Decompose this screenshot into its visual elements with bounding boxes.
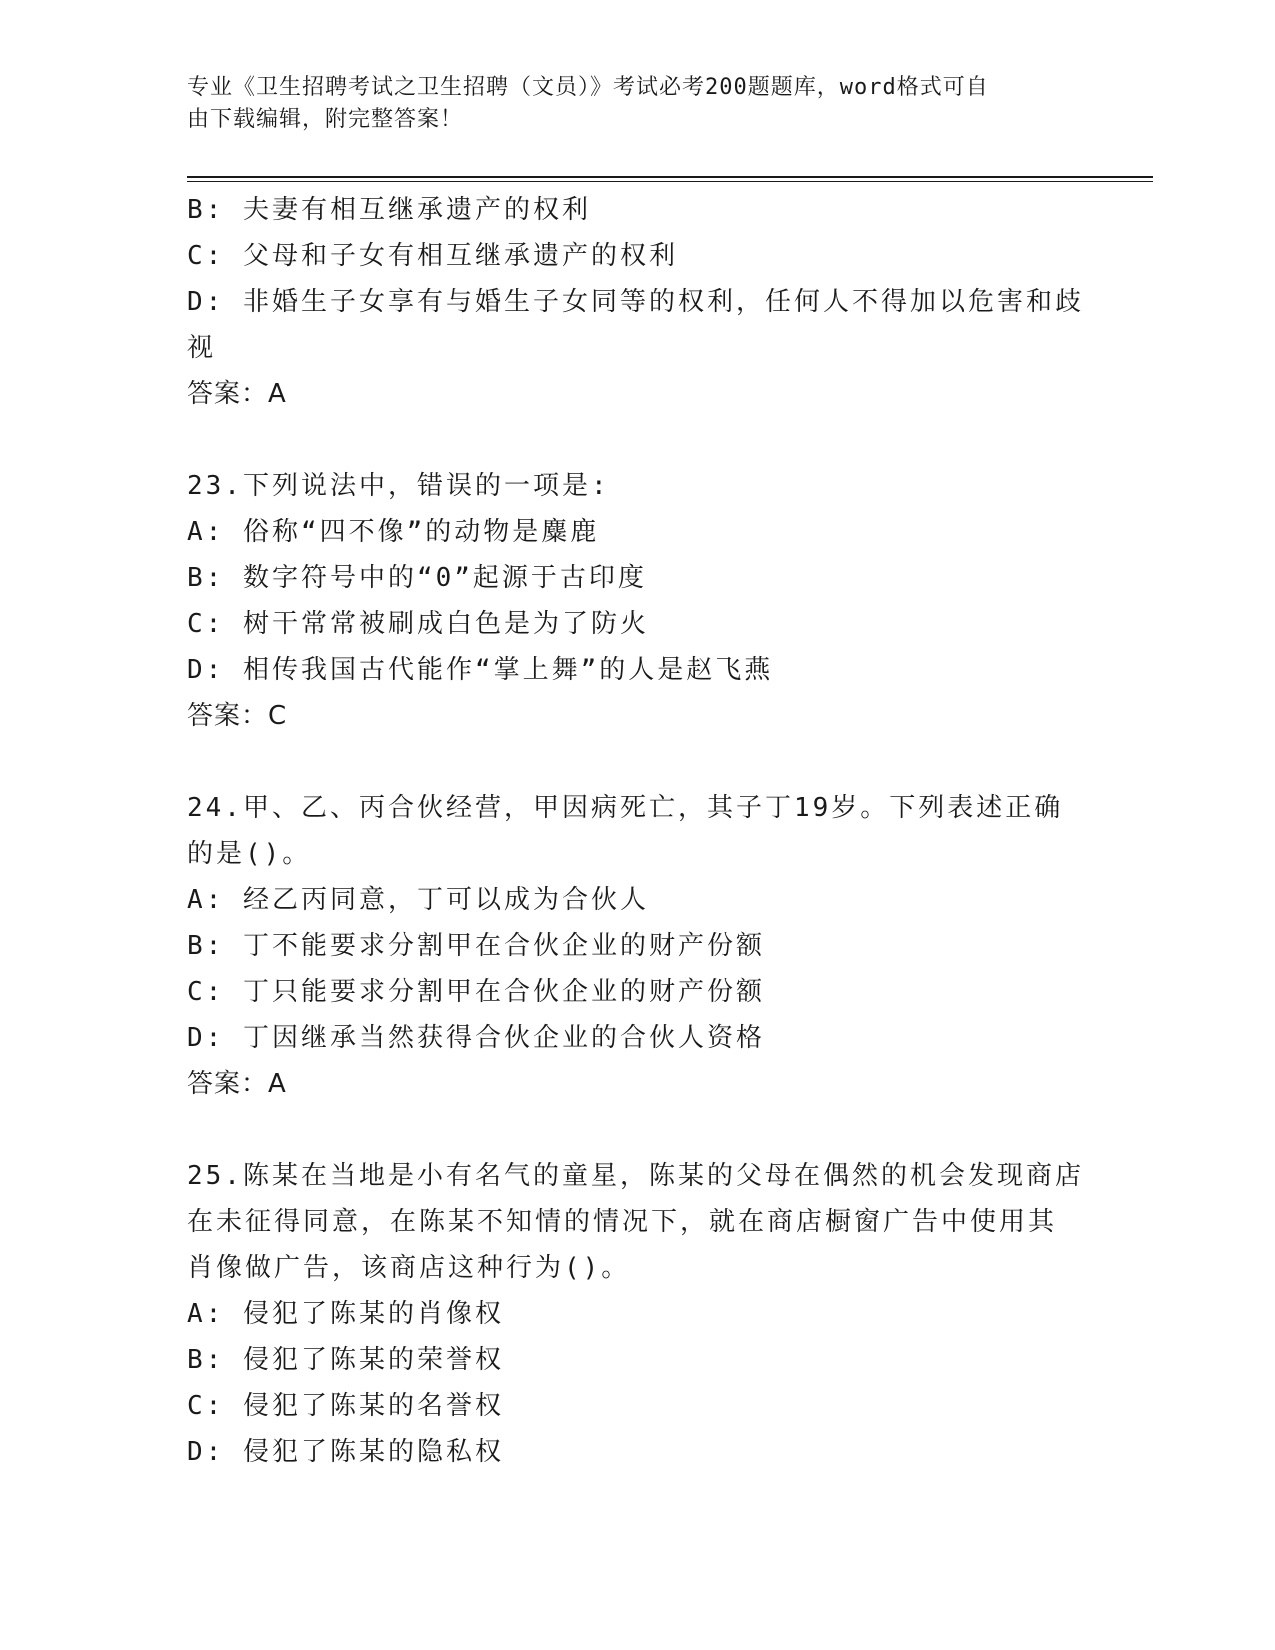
option-d: D: 侵犯了陈某的隐私权 <box>187 1437 504 1467</box>
option-a: A: 侵犯了陈某的肖像权 <box>187 1299 504 1329</box>
option-d: D: 丁因继承当然获得合伙企业的合伙人资格 <box>187 1023 765 1053</box>
option-b: B: 侵犯了陈某的荣誉权 <box>187 1345 504 1375</box>
option-b: B: 丁不能要求分割甲在合伙企业的财产份额 <box>187 931 765 961</box>
option-c: C: 树干常常被刷成白色是为了防火 <box>187 609 649 639</box>
spacer <box>187 739 1087 785</box>
option-a: A: 经乙丙同意，丁可以成为合伙人 <box>187 885 649 915</box>
answer: 答案：A <box>187 379 287 409</box>
spacer <box>187 1107 1087 1153</box>
question-25 <box>187 1153 1087 1475</box>
question-22 <box>187 187 1087 417</box>
question-stem: 23.下列说法中，错误的一项是: <box>187 471 610 501</box>
option-c: C: 侵犯了陈某的名誉权 <box>187 1391 504 1421</box>
question-stem-continued: 在未征得同意，在陈某不知情的情况下，就在商店橱窗广告中使用其 <box>187 1207 1058 1237</box>
question-stem-continued: 的是()。 <box>187 839 312 869</box>
header-rule <box>187 176 1153 182</box>
question-list <box>187 187 1087 1475</box>
option-c: C: 丁只能要求分割甲在合伙企业的财产份额 <box>187 977 765 1007</box>
option-d: D: 非婚生子女享有与婚生子女同等的权利，任何人不得加以危害和歧 <box>187 287 1084 317</box>
question-23 <box>187 463 1087 739</box>
question-stem: 24.甲、乙、丙合伙经营，甲因病死亡，其子丁19岁。下列表述正确 <box>187 793 1064 823</box>
answer: 答案：C <box>187 701 288 731</box>
option-b: B: 数字符号中的“0”起源于古印度 <box>187 563 647 593</box>
option-c: C: 父母和子女有相互继承遗产的权利 <box>187 241 678 271</box>
document-header <box>187 72 1067 136</box>
header-line-1: 专业《卫生招聘考试之卫生招聘（文员）》考试必考200题题库，word格式可自 <box>187 75 989 100</box>
option-d-continued: 视 <box>187 333 217 363</box>
answer: 答案：A <box>187 1069 287 1099</box>
question-stem: 25.陈某在当地是小有名气的童星，陈某的父母在偶然的机会发现商店 <box>187 1161 1084 1191</box>
option-a: A: 俗称“四不像”的动物是麋鹿 <box>187 517 600 547</box>
spacer <box>187 417 1087 463</box>
option-d: D: 相传我国古代能作“掌上舞”的人是赵飞燕 <box>187 655 774 685</box>
question-stem-continued: 肖像做广告，该商店这种行为()。 <box>187 1253 631 1283</box>
option-b: B: 夫妻有相互继承遗产的权利 <box>187 195 591 225</box>
question-24 <box>187 785 1087 1107</box>
header-line-2: 由下载编辑，附完整答案！ <box>187 107 464 132</box>
